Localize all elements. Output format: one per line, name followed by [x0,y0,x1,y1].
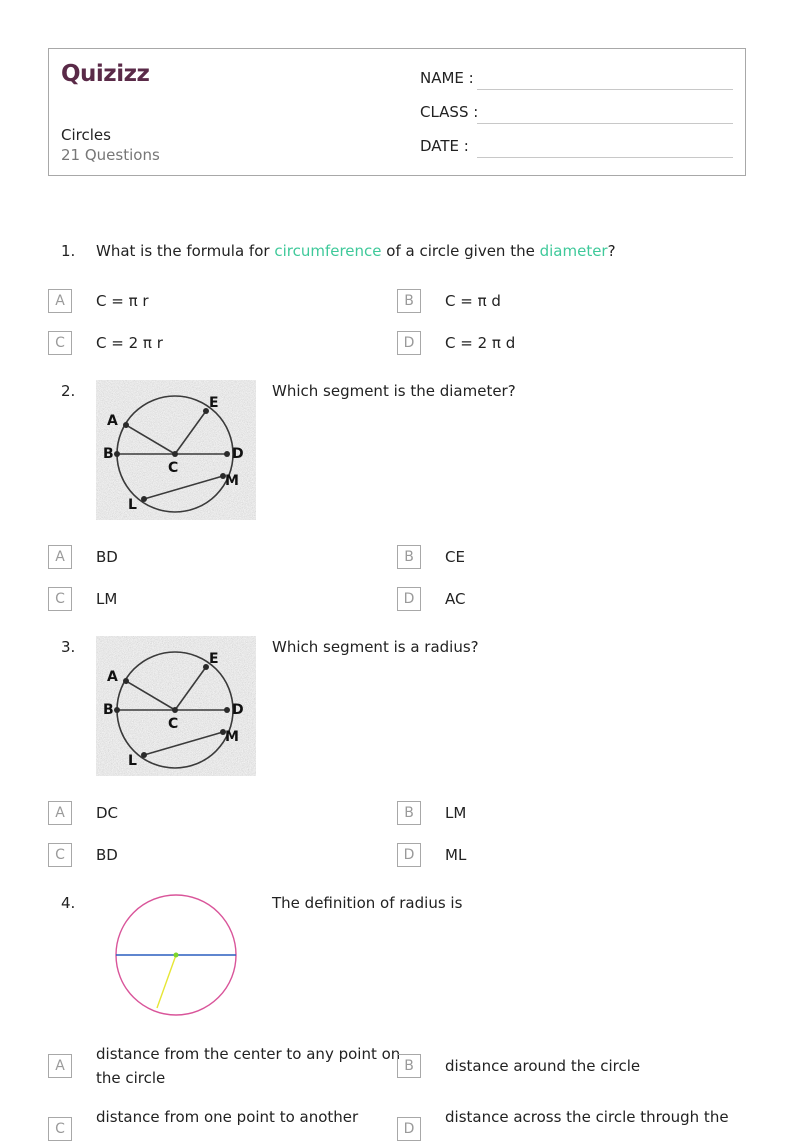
option-text: C = 2 π r [96,334,163,352]
svg-text:C: C [168,716,179,732]
svg-text:Quizizz: Quizizz [61,61,150,87]
svg-text:B: B [103,446,114,462]
option-text: distance from one point to another [96,1108,359,1126]
svg-text:L: L [128,753,137,769]
class-line[interactable] [477,123,733,124]
option-text: the circle [96,1069,166,1087]
worksheet-title: Circles [61,126,111,144]
svg-text:L: L [128,497,137,513]
svg-text:E: E [209,395,219,411]
question-number: 4. [61,894,76,912]
circle-diagram-image [96,636,256,776]
option-box[interactable]: B [397,545,421,569]
svg-text:M: M [225,473,239,489]
option-text: C = π d [445,292,501,310]
date-label: DATE : [420,137,469,155]
svg-text:D: D [232,702,244,718]
option-box[interactable]: C [48,587,72,611]
option-box[interactable]: C [48,331,72,355]
option-text: LM [96,590,118,608]
option-box[interactable]: B [397,1054,421,1078]
question-text: The definition of radius is [272,894,463,912]
option-box[interactable]: A [48,545,72,569]
option-text: BD [96,548,118,566]
question-text-part: of a circle given the [381,242,540,260]
question-number: 1. [61,242,76,260]
question-text: Which segment is a radius? [272,638,479,656]
question-text [96,242,616,260]
option-text: distance across the circle through the [445,1108,729,1126]
option-text: distance around the circle [445,1057,641,1075]
option-text: LM [445,804,467,822]
circle-radius-image [96,892,256,1018]
name-line[interactable] [477,89,733,90]
question-text-part: What is the formula for [96,242,275,260]
option-box[interactable]: D [397,587,421,611]
question-number: 3. [61,638,76,656]
option-box[interactable]: B [397,289,421,313]
svg-text:B: B [103,702,114,718]
option-text: BD [96,846,118,864]
highlight-term: diameter [539,242,608,260]
class-label: CLASS : [420,103,479,121]
quizizz-logo [61,59,151,87]
highlight-term: circumference [274,242,382,260]
option-text: CE [445,548,465,566]
option-box[interactable]: D [397,1117,421,1141]
option-text: ML [445,846,467,864]
option-text: C = 2 π d [445,334,516,352]
option-box[interactable]: C [48,843,72,867]
option-box[interactable]: D [397,843,421,867]
date-line[interactable] [477,157,733,158]
option-box[interactable]: A [48,289,72,313]
name-label: NAME : [420,69,474,87]
worksheet-header [48,48,746,176]
svg-text:M: M [225,729,239,745]
svg-text:D: D [232,446,244,462]
option-text: DC [96,804,119,822]
question-text-part: ? [607,242,616,260]
option-text: AC [445,590,466,608]
question-count: 21 Questions [61,146,160,164]
circle-diagram-image [96,380,256,520]
svg-text:E: E [209,651,219,667]
option-box[interactable]: A [48,801,72,825]
question-number: 2. [61,382,76,400]
svg-text:A: A [107,413,118,429]
option-box[interactable]: A [48,1054,72,1078]
option-box[interactable]: C [48,1117,72,1141]
option-box[interactable]: B [397,801,421,825]
svg-text:C: C [168,460,179,476]
option-box[interactable]: D [397,331,421,355]
option-text: C = π r [96,292,149,310]
question-text: Which segment is the diameter? [272,382,516,400]
svg-text:A: A [107,669,118,685]
option-text: distance from the center to any point on [96,1045,401,1063]
